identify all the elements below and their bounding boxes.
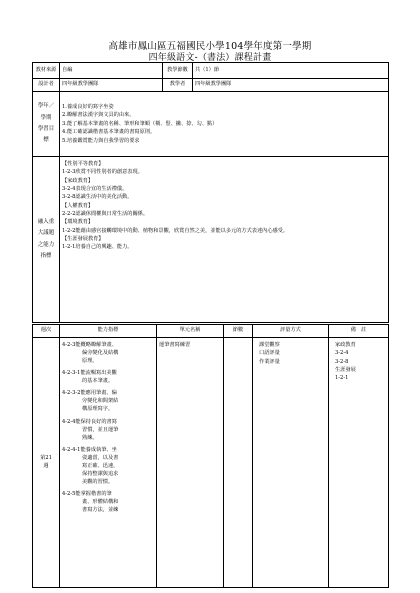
week-line: 週 [43,462,49,469]
issue-line: 【生涯發展教育】 [62,235,104,242]
remark-item: 3-2-8 [335,358,349,365]
assessment-item: 作業評量 [259,358,280,365]
competency-line: 書寫方法，並練 [82,507,119,514]
col-header-sessions: 節數 [224,325,253,338]
assessment-item: 口語評量 [259,350,280,357]
assessment-cell [253,338,329,588]
designer-label: 設計者 [33,79,60,92]
goals-label [33,92,60,157]
goal-item: 1.養成良好的寫字坐姿 [62,103,114,110]
issues-label-line: 融入重 [37,218,55,225]
competency-line: 4-2-3-2能應用筆畫、偏 [62,390,117,397]
sessions-cell [224,338,253,588]
competency-line: 原理。 [82,358,98,365]
competency-line: 的基本筆畫。 [82,378,114,385]
schedule-table [32,324,389,588]
competency-cell [60,338,157,588]
issues-list [60,157,389,323]
competency-line: 姿適當，以及書 [82,454,119,461]
competency-line: 4-2-4-1能養成執筆、坐 [62,446,117,453]
remark-item: 生涯發展 [335,366,356,373]
remark-item: 家政教育 [335,342,356,348]
week-line: 第21 [40,455,52,462]
issues-label-line: 之能力 [37,241,55,248]
competency-line: 4-2-3能概略瞭解筆畫、 [62,342,117,348]
week-cell [33,338,60,588]
competency-line: 美觀的習慣。 [82,478,114,485]
issue-line: 1-2-1培養自己的興趣、能力。 [62,244,133,251]
issue-line: 【家政教育】 [62,177,94,184]
competency-line: 4-2-5能掌握楷書的筆 [62,491,112,497]
competency-line: 旁變化和間架結 [82,398,119,405]
info-table [32,62,389,157]
competency-line: 4-2-4能保持良好的書寫 [62,418,117,425]
col-header-unit: 單元名稱 [157,325,224,338]
competency-line: 構原理寫字。 [82,406,114,413]
competency-line: 習慣，並且運筆 [82,426,119,433]
col-header-assessment: 評量方式 [253,325,329,338]
goal-item: 2.瞭解書法漢字與文具的由來。 [62,112,135,119]
issue-line: 【人權教育】 [62,202,94,209]
teacher-value: 四年級教學團隊 [193,79,389,92]
col-header-remarks: 備 註 [329,325,389,338]
unit-cell [157,338,224,588]
document-title: 高雄市鳳山區五福國民小學104學年度第一學期 [108,41,312,52]
competency-line: 寫正確、迅速， [82,462,119,469]
issues-label-line: 指標 [40,252,52,259]
version-value: 自編 [60,63,163,79]
assessment-item: 課堂觀察 [259,342,280,348]
goals-label-line: 標 [43,137,49,144]
goals-label-line: 學年／ [37,103,55,110]
goal-item: 4.能工確認識楷書基本筆畫的書寫原則。 [62,129,156,136]
teacher-label: 教學者 [163,79,193,92]
remarks-cell [329,338,389,588]
col-header-competency: 能力指標 [60,325,157,338]
issue-line: 2-2-2認識休閒權與日常生活的關係。 [62,210,149,217]
issue-line: 【性別平等教育】 [62,161,104,167]
document-subtitle: 四年級語文-（書法）課程計畫 [148,53,272,63]
issue-line: 【環境教育】 [62,219,94,226]
issue-line: 3-2-4表現合宜的生活禮儀。 [62,185,128,192]
issues-label-line: 大議題 [37,230,55,237]
competency-line: 熟練。 [82,434,98,441]
hours-label: 教學節數 [163,63,193,79]
issues-label [33,157,60,323]
competency-line: 畫、形體結構和 [82,499,119,506]
remark-item: 3-2-4 [335,350,349,357]
table-row [33,338,389,588]
goals-label-line: 學期 [40,114,52,121]
competency-line: 偏旁變化及結構 [82,350,119,357]
hours-value: 共（1）節 [193,63,389,79]
designer-value: 四年級教學團隊 [60,79,163,92]
version-label: 教材來源 [33,63,60,79]
remark-item: 1-2-1 [335,375,349,382]
unit-name: 運筆書寫練習 [159,342,191,348]
competency-line: 4-2-3-1能流暢寫出美觀 [62,370,117,377]
issue-line: 1-2-2能藉由感官接觸環境中的動、植物和景觀，欣賞自然之美，並能以多元的方式表達內心感受。 [62,227,289,234]
issue-line: 1-2-3欣賞不同性別者的創意表現。 [62,169,143,176]
issue-line: 3-2-8認識生活中的美化活動。 [62,194,133,201]
goals-label-line: 學習目 [37,126,55,132]
issues-table [32,156,389,323]
goal-item: 3.能了解基本筆畫的名稱、筆形和筆順（橫、豎、撇、捺、勾、點） [62,120,218,127]
goal-item: 5.培養鑑賞能力與自我學習的要求 [62,137,140,144]
goals-list [60,92,389,157]
competency-line: 保持整潔與追求 [82,470,119,477]
col-header-week: 週次 [33,325,60,338]
